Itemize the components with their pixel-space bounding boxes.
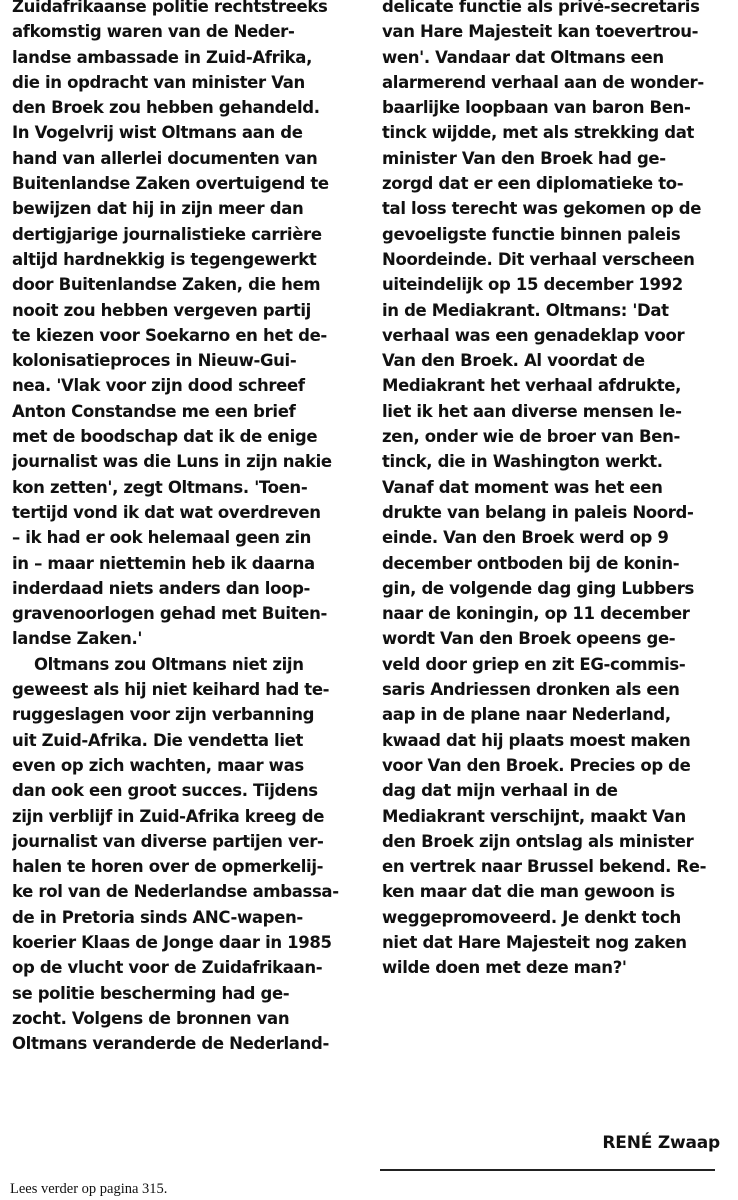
text-line: wilde doen met deze man?' xyxy=(382,958,627,978)
text-line: geweest als hij niet keihard had te- xyxy=(12,680,330,700)
text-line: tertijd vond ik dat wat overdreven xyxy=(12,502,321,522)
text-line: koerier Klaas de Jonge daar in 1985 xyxy=(12,932,332,952)
text-line: die in opdracht van minister Van xyxy=(12,72,305,92)
text-line: Mediakrant verschijnt, maakt Van xyxy=(382,806,686,826)
text-line: saris Andriessen dronken als een xyxy=(382,680,680,700)
text-line: In Vogelvrij wist Oltmans aan de xyxy=(12,123,303,143)
text-line: afkomstig waren van de Neder- xyxy=(12,22,295,42)
text-line: nea. 'Vlak voor zijn dood schreef xyxy=(12,376,305,396)
text-line: Vanaf dat moment was het een xyxy=(382,477,663,497)
text-line: aap in de plane naar Nederland, xyxy=(382,705,671,725)
text-line: se politie bescherming had ge- xyxy=(12,983,290,1003)
text-line: dag dat mijn verhaal in de xyxy=(382,781,618,801)
text-line: en vertrek naar Brussel bekend. Re- xyxy=(382,857,707,877)
text-line: de in Pretoria sinds ANC-wapen- xyxy=(12,907,303,927)
article-left-column xyxy=(12,0,372,1056)
text-line: van Hare Majesteit kan toevertrou- xyxy=(382,22,699,42)
text-line: journalist was die Luns in zijn nakie xyxy=(12,452,332,472)
text-line: niet dat Hare Majesteit nog zaken xyxy=(382,932,687,952)
text-line: den Broek zijn ontslag als minister xyxy=(382,831,694,851)
text-line: dertigjarige journalistieke carrière xyxy=(12,224,322,244)
text-line: december ontboden bij de konin- xyxy=(382,553,680,573)
text-line: Anton Constandse me een brief xyxy=(12,401,296,421)
text-line: hand van allerlei documenten van xyxy=(12,148,318,168)
text-line: kon zetten', zegt Oltmans. 'Toen- xyxy=(12,477,308,497)
text-line: journalist van diverse partijen ver- xyxy=(12,831,324,851)
text-line: halen te horen over de opmerkelij- xyxy=(12,857,324,877)
text-line: baarlijke loopbaan van baron Ben- xyxy=(382,98,691,118)
text-line: alarmerend verhaal aan de wonder- xyxy=(382,72,704,92)
text-line: Van den Broek. Al voordat de xyxy=(382,351,645,371)
text-line: drukte van belang in paleis Noord- xyxy=(382,502,694,522)
text-line: – ik had er ook helemaal geen zin xyxy=(12,528,312,548)
text-line: altijd hardnekkig is tegengewerkt xyxy=(12,249,317,269)
text-line: inderdaad niets anders dan loop- xyxy=(12,578,311,598)
text-line: Mediakrant het verhaal afdrukte, xyxy=(382,376,682,396)
text-line: in – maar niettemin heb ik daarna xyxy=(12,553,315,573)
text-line: den Broek zou hebben gehandeld. xyxy=(12,98,320,118)
text-line: Buitenlandse Zaken overtuigend te xyxy=(12,174,329,194)
text-line: Oltmans zou Oltmans niet zijn xyxy=(34,654,304,674)
continue-note: Lees verder op pagina 315. xyxy=(10,1181,168,1197)
text-line: ke rol van de Nederlandse ambassa- xyxy=(12,882,339,902)
column-end-rule xyxy=(380,1169,715,1171)
text-line: even op zich wachten, maar was xyxy=(12,755,304,775)
text-line: in de Mediakrant. Oltmans: 'Dat xyxy=(382,300,669,320)
text-line: naar de koningin, op 11 december xyxy=(382,604,690,624)
text-line: te kiezen voor Soekarno en het de- xyxy=(12,325,327,345)
text-line: tal loss terecht was gekomen op de xyxy=(382,199,702,219)
text-line: verhaal was een genadeklap voor xyxy=(382,325,685,345)
text-line: landse ambassade in Zuid-Afrika, xyxy=(12,47,312,67)
text-line: uit Zuid-Afrika. Die vendetta liet xyxy=(12,730,304,750)
text-line: dan ook een groot succes. Tijdens xyxy=(12,781,318,801)
text-line: zorgd dat er een diplomatieke to- xyxy=(382,174,684,194)
text-line: weggepromoveerd. Je denkt toch xyxy=(382,907,681,927)
text-line: wen'. Vandaar dat Oltmans een xyxy=(382,47,664,67)
text-line: gevoeligste functie binnen paleis xyxy=(382,224,681,244)
text-line: Oltmans veranderde de Nederland- xyxy=(12,1034,329,1054)
text-line: zocht. Volgens de bronnen van xyxy=(12,1008,290,1028)
text-line: delicate functie als privé-secretaris xyxy=(382,0,700,16)
text-line: veld door griep en zit EG-commis- xyxy=(382,654,686,674)
text-line: einde. Van den Broek werd op 9 xyxy=(382,528,669,548)
text-line: nooit zou hebben vergeven partij xyxy=(12,300,311,320)
article-right-column xyxy=(382,0,727,981)
text-line: ruggeslagen voor zijn verbanning xyxy=(12,705,315,725)
text-line: kolonisatieproces in Nieuw-Gui- xyxy=(12,351,297,371)
text-line: liet ik het aan diverse mensen le- xyxy=(382,401,682,421)
text-line: zen, onder wie de broer van Ben- xyxy=(382,427,680,447)
text-line: met de boodschap dat ik de enige xyxy=(12,427,318,447)
text-line: bewijzen dat hij in zijn meer dan xyxy=(12,199,304,219)
text-line: landse Zaken.' xyxy=(12,629,143,649)
author-signature: RENÉ Zwaap xyxy=(602,1133,720,1153)
text-line: minister Van den Broek had ge- xyxy=(382,148,666,168)
text-line: door Buitenlandse Zaken, die hem xyxy=(12,275,321,295)
text-line: Zuidafrikaanse politie rechtstreeks xyxy=(12,0,328,16)
text-line: tinck, die in Washington werkt. xyxy=(382,452,663,472)
text-line: op de vlucht voor de Zuidafrikaan- xyxy=(12,958,323,978)
text-line: ken maar dat die man gewoon is xyxy=(382,882,675,902)
text-line: voor Van den Broek. Precies op de xyxy=(382,755,691,775)
text-line: gravenoorlogen gehad met Buiten- xyxy=(12,604,327,624)
text-line: tinck wijdde, met als strekking dat xyxy=(382,123,695,143)
text-line: zijn verblijf in Zuid-Afrika kreeg de xyxy=(12,806,325,826)
text-line: kwaad dat hij plaats moest maken xyxy=(382,730,691,750)
text-line: uiteindelijk op 15 december 1992 xyxy=(382,275,683,295)
text-line: Noordeinde. Dit verhaal verscheen xyxy=(382,249,695,269)
text-line: gin, de volgende dag ging Lubbers xyxy=(382,578,694,598)
text-line: wordt Van den Broek opeens ge- xyxy=(382,629,676,649)
